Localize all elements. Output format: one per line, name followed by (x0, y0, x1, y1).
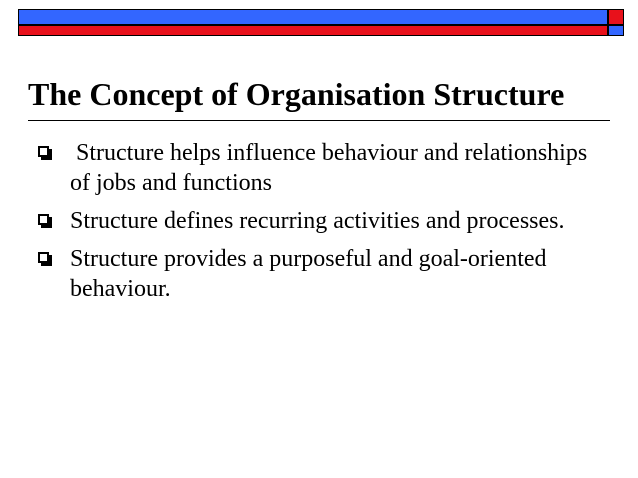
header-red-square (608, 9, 624, 25)
hollow-square-bullet-icon (38, 146, 49, 157)
hollow-square-bullet-icon (38, 252, 49, 263)
title-underline (28, 120, 610, 121)
header-blue-bar (18, 9, 608, 25)
slide-title: The Concept of Organisation Structure (28, 76, 565, 112)
bullet-item (38, 138, 598, 198)
bullet-list (38, 138, 598, 312)
bullet-item (38, 244, 598, 304)
bullet-text: Structure helps influence behaviour and relationships of jobs and functions (70, 140, 594, 196)
bullet-text: Structure provides a purposeful and goal-oriented behaviour. (70, 246, 547, 302)
header-red-bar (18, 25, 608, 36)
bullet-item (38, 206, 598, 236)
header-blue-square (608, 25, 624, 36)
hollow-square-bullet-icon (38, 214, 49, 225)
bullet-text: Structure defines recurring activities and processes. (70, 208, 565, 234)
